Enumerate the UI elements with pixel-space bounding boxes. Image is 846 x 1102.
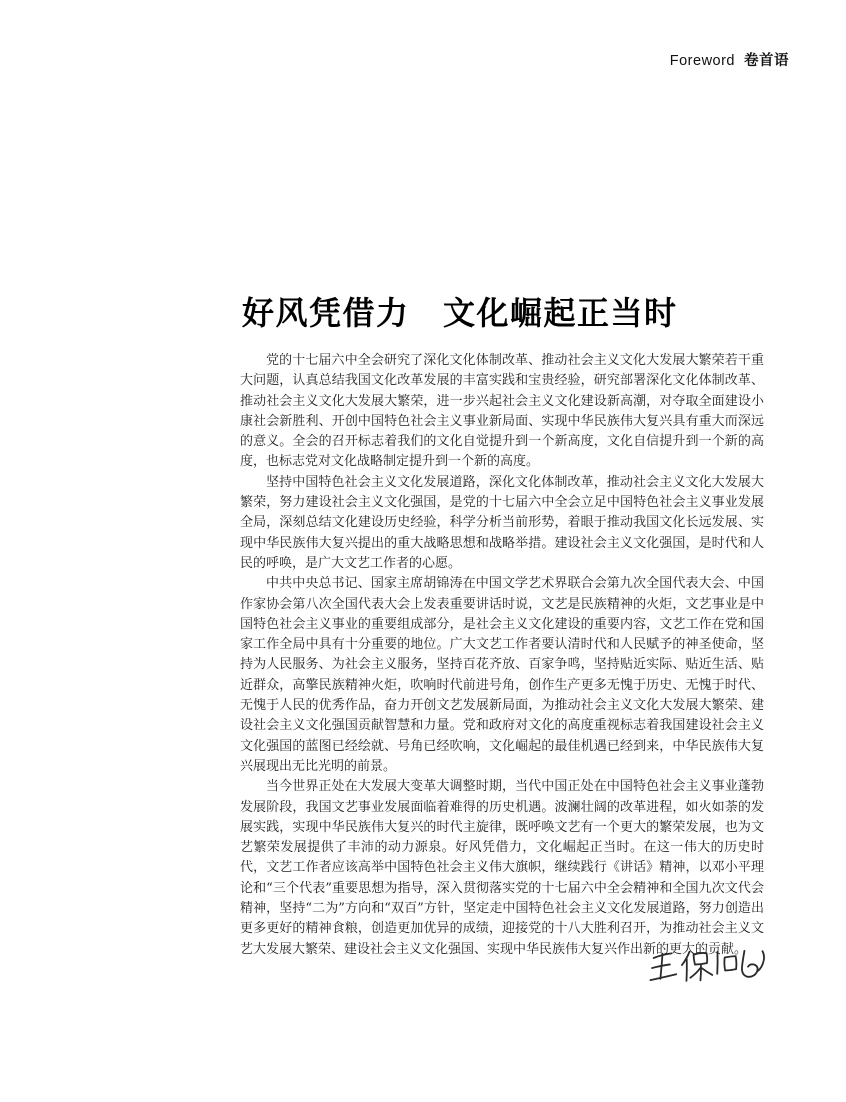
signature-strokes (644, 938, 778, 997)
article-paragraph-1: 党的十七届六中全会研究了深化文化体制改革、推动社会主义文化大发展大繁荣若干重大问题，认真总结我国文化改革发展的丰富实践和宝贵经验，研究部署深化文化体制改革、推动社会主义文化大发展大繁荣，进一步兴起社会主义文化建设新高潮，对夺取全面建设小康社会新胜利、开创中国特色社会主义事业新局面、实现中华民族伟大复兴具有重大而深远的意义。全会的召开标志着我们的文化自觉提升到一个新高度，文化自信提升到一个新的高度，也标志党对文化战略制定提升到一个新的高度。 (240, 353, 764, 470)
author-signature (644, 938, 778, 997)
article-paragraph-4: 当今世界正处在大发展大变革大调整时期，当代中国正处在中国特色社会主义事业蓬勃发展阶段，我国文艺事业发展面临着难得的历史机遇。波澜壮阔的改革进程，如火如荼的发展实践，实现中华民族伟大复兴的时代主旋律，既呼唤文艺有一个更大的繁荣发展，也为文艺繁荣发展提供了丰沛的动力源泉。好风凭借力，文化崛起正当时。在这一伟大的历史时代，文艺工作者应该高举中国特色社会主义伟大旗帜，继续践行《讲话》精神，以邓小平理论和“三个代表”重要思想为指导，深入贯彻落实党的十七届六中全会精神和全国九次文代会精神，坚持“二为”方向和“双百”方针，坚定走中国特色社会主义文化发展道路，努力创造出更多更好的精神食粮，创造更加优异的成绩，迎接党的十八大胜利召开，为推动社会主义文艺大发展大繁荣、建设社会主义文化强国、实现中华民族伟大复兴作出新的更大的贡献。 (240, 779, 764, 957)
article-title: 好风凭借力 文化崛起正当时 (242, 294, 678, 332)
article-paragraph-2: 坚持中国特色社会主义文化发展道路，深化文化体制改革，推动社会主义文化大发展大繁荣，努力建设社会主义文化强国，是党的十七届六中全会立足中国特色社会主义事业发展全局，深刻总结文化建设历史经验，科学分析当前形势，着眼于推动我国文化长远发展、实现中华民族伟大复兴提出的重大战略思想和战略举措。建设社会主义文化强国，是时代和人民的呼唤，是广大文艺工作者的心愿。 (240, 474, 764, 571)
article-paragraph-3: 中共中央总书记、国家主席胡锦涛在中国文学艺术界联合会第九次全国代表大会、中国作家协会第八次全国代表大会上发表重要讲话时说，文艺是民族精神的火炬，文艺事业是中国特色社会主义事业的重要组成部分，是社会主义文化建设的重要内容，文艺工作在党和国家工作全局中具有十分重要的地位。广大文艺工作者要认清时代和人民赋予的神圣使命，坚持为人民服务、为社会主义服务，坚持百花齐放、百家争鸣，坚持贴近实际、贴近生活、贴近群众，高擎民族精神火炬，吹响时代前进号角，创作生产更多无愧于历史、无愧于时代、无愧于人民的优秀作品，奋力开创文艺发展新局面，为推动社会主义文化大发展大繁荣、建设社会主义文化强国贡献智慧和力量。党和政府对文化的高度重视标志着我国建设社会主义文化强国的蓝图已经绘就、号角已经吹响，文化崛起的最佳机遇已经到来，中华民族伟大复兴展现出无比光明的前景。 (240, 576, 764, 774)
page-header (670, 49, 789, 70)
header-label-zh: 卷首语 (744, 53, 789, 69)
header-label-en: Foreword (669, 53, 735, 69)
article-body (240, 351, 764, 960)
